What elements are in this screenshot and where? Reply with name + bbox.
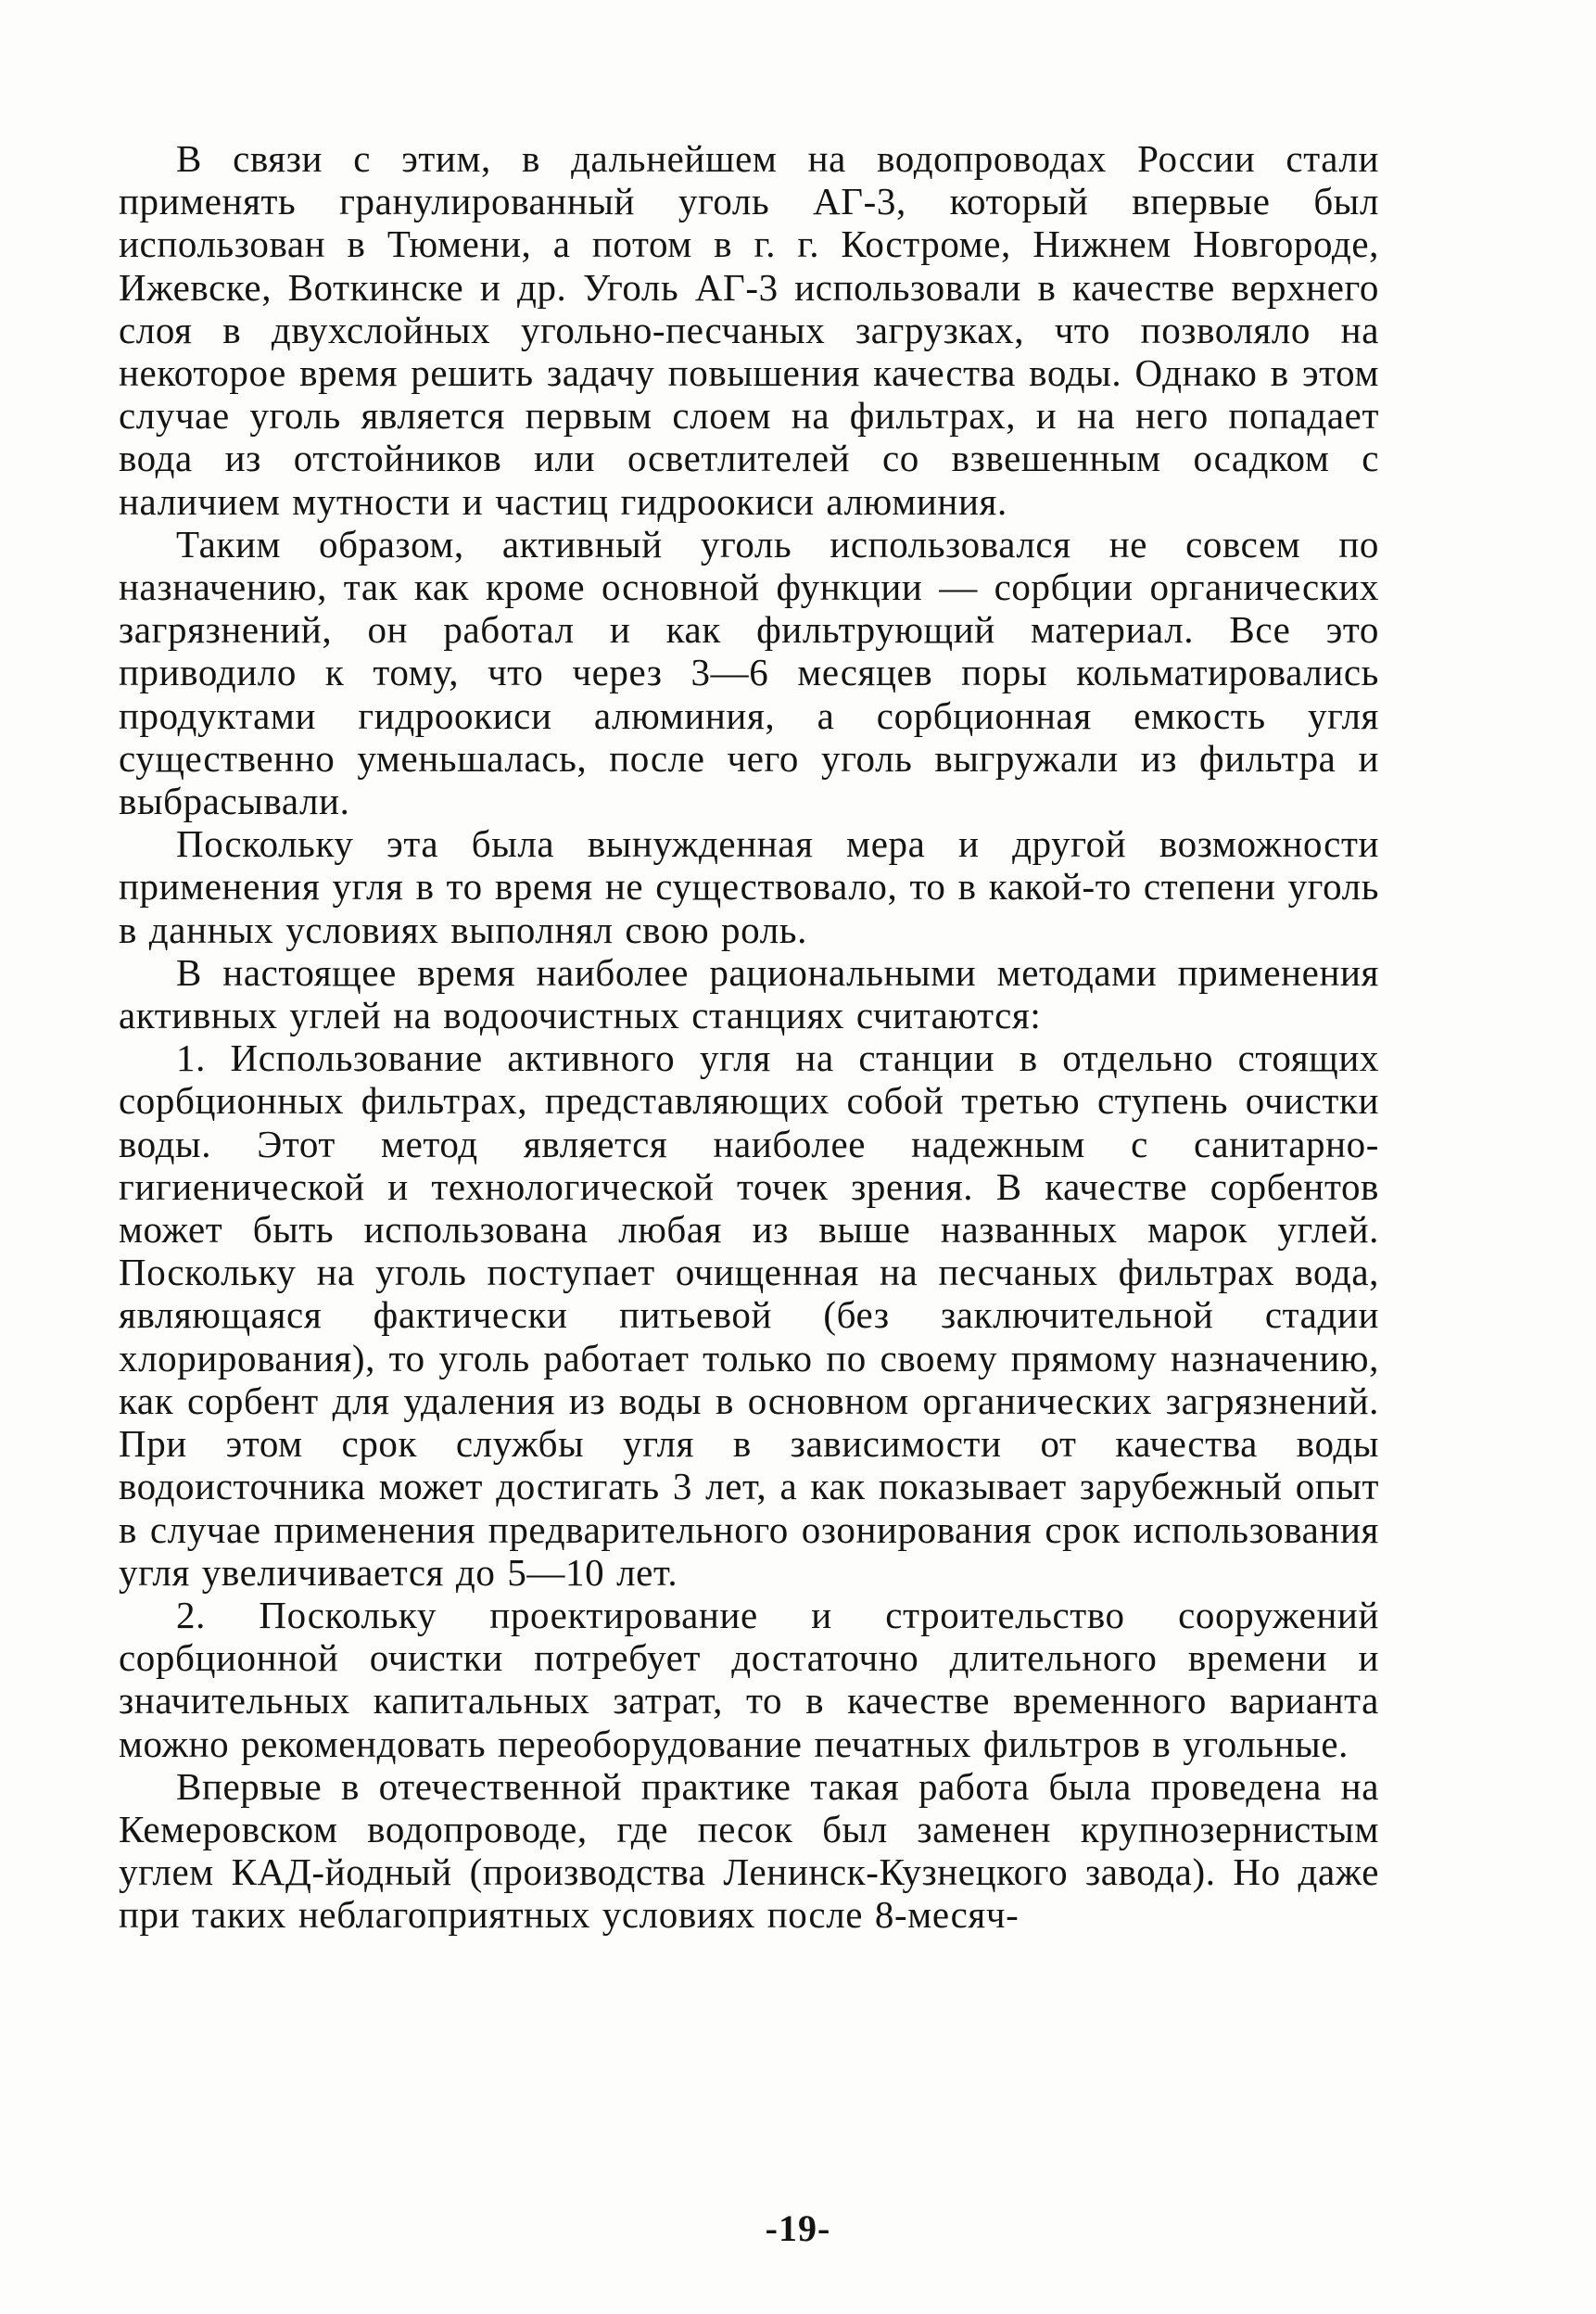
page-number: -19- — [765, 2207, 831, 2249]
paragraph-7: Впервые в отечественной практике такая работа была проведена на Кемеровском водопроводе, где песок был заменен крупнозернистым углем КАД-йодный (производства Ленинск-Кузнецкого завода). Но даже при таких неблагоприятных условиях после 8-месяч- — [119, 1764, 1379, 1937]
body-text — [119, 137, 1379, 1937]
paragraph-4: В настоящее время наиболее рациональными методами применения активных углей на водоочистных станциях считаются: — [119, 950, 1379, 1037]
paragraph-3: Поскольку эта была вынужденная мера и другой возможности применения угля в то время не существовало, то в какой-то степени уголь в данных условиях выполнял свою роль. — [119, 822, 1379, 951]
paragraph-6-list-item-2: 2. Поскольку проектирование и строительство сооружений сорбционной очистки потребует достаточно длительного времени и значительных капитальных затрат, то в качестве временного варианта можно рекомендовать переоборудование печатных фильтров в угольные. — [119, 1593, 1379, 1765]
paragraph-1: В связи с этим, в дальнейшем на водопроводах России стали применять гранулированный уголь АГ-3, который впервые был использован в Тюмени, а потом в г. г. Костроме, Нижнем Новгороде, Ижевске, Воткинске и др. Уголь АГ-3 использовали в качестве верхнего слоя в двухслойных угольно-песчаных загрузках, что позволяло на некоторое время решить задачу повышения качества воды. Однако в этом случае уголь является первым слоем на фильтрах, и на него попадает вода из отстойников или осветлителей со взвешенным осадком с наличием мутности и частиц гидроокиси алюминия. — [119, 137, 1379, 523]
paragraph-2: Таким образом, активный уголь использовался не совсем по назначению, так как кроме основной функции — сорбции органических загрязнений, он работал и как фильтрующий материал. Все это приводило к тому, что через 3—6 месяцев поры кольматировались продуктами гидроокиси алюминия, а сорбционная емкость угля существенно уменьшалась, после чего уголь выгружали из фильтра и выбрасывали. — [119, 522, 1379, 823]
paragraph-5-list-item-1: 1. Использование активного угля на станции в отдельно стоящих сорбционных фильтрах, представляющих собой третью ступень очистки воды. Этот метод является наиболее надежным с санитарно-гигиенической и технологической точек зрения. В качестве сорбентов может быть использована любая из выше названных марок углей. Поскольку на уголь поступает очищенная на песчаных фильтрах вода, являющаяся фактически питьевой (без заключительной стадии хлорирования), то уголь работает только по своему прямому назначению, как сорбент для удаления из воды в основном органических загрязнений. При этом срок службы угля в зависимости от качества воды водоисточника может достигать 3 лет, а как показывает зарубежный опыт в случае применения предварительного озонирования срок использования угля увеличивается до 5—10 лет. — [119, 1036, 1379, 1594]
